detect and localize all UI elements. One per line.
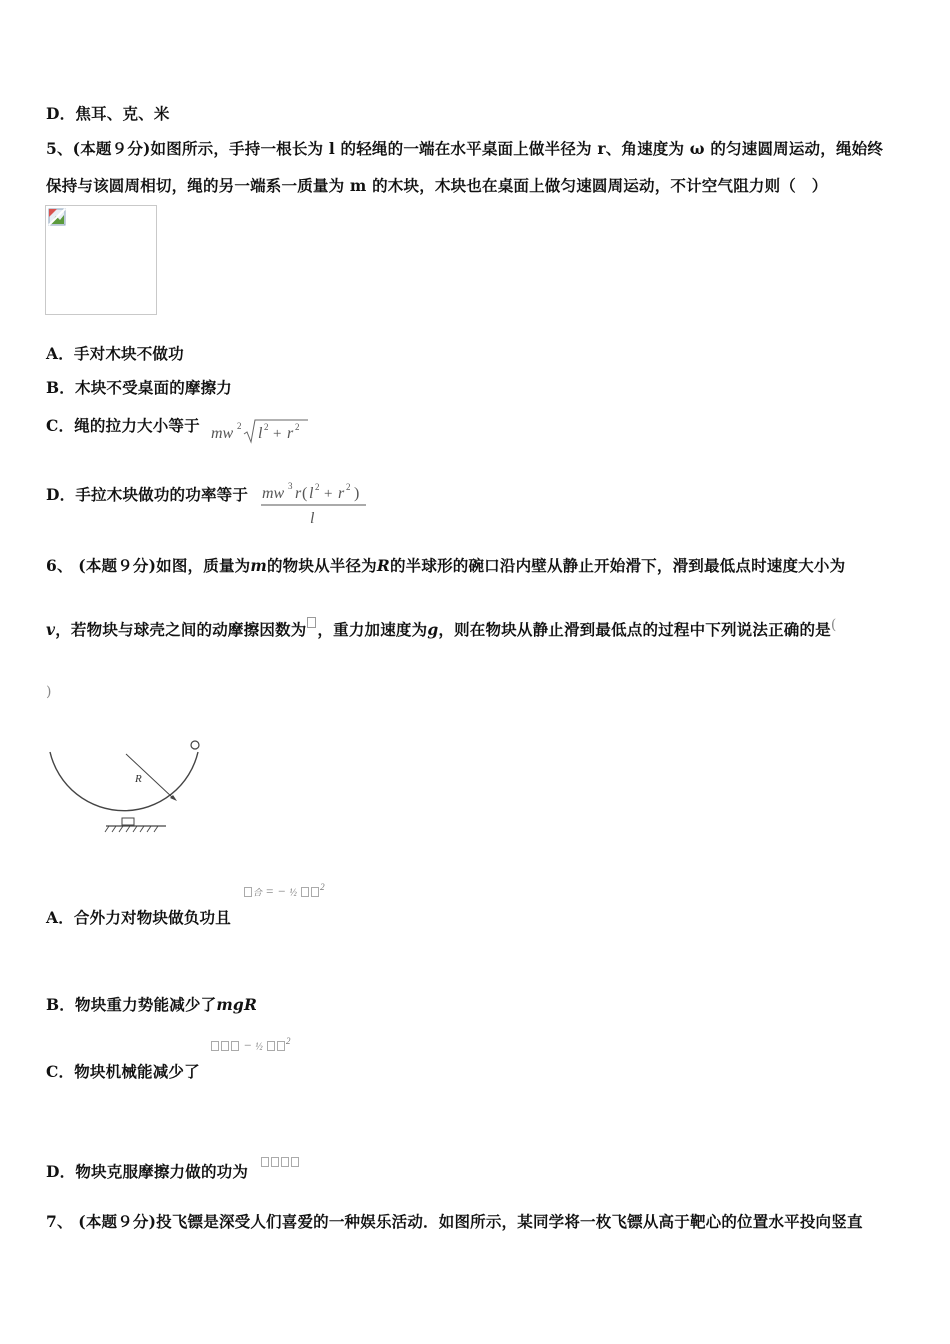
q6-option-b-expr: mgR — [216, 995, 258, 1014]
svg-text:r: r — [287, 425, 294, 442]
svg-text:3: 3 — [288, 481, 293, 491]
q6-option-b: B．物块重力势能减少了 — [46, 995, 217, 1014]
q5-option-a: A．手对木块不做功 — [46, 344, 184, 363]
q7-stem-line1: 7、 (本题９分)投飞镖是深受人们喜爱的一种娱乐活动．如图所示，某同学将一枚飞镖从高于靶心的位置水平投向竖直 — [46, 1212, 863, 1231]
q5-option-d-row — [46, 483, 248, 505]
mu-placeholder-icon — [307, 617, 316, 628]
ground-hatch — [105, 826, 158, 832]
svg-text:): ) — [354, 485, 360, 502]
q6-var-r: R — [376, 556, 390, 575]
q6-stem-text-e: ，重力加速度为 — [317, 620, 428, 640]
svg-text:l: l — [310, 510, 315, 527]
block-icon — [191, 741, 199, 749]
svg-text:r: r — [338, 485, 345, 502]
q6-stem-text-c: 的半球形的碗口沿内壁从静止开始滑下，滑到最低点时速度大小为 — [389, 556, 846, 575]
q5-option-c: C．绳的拉力大小等于 — [46, 416, 200, 435]
svg-text:l: l — [309, 485, 314, 502]
q6-option-a: A．合外力对物块做负功且 — [46, 908, 231, 927]
radius-line — [126, 754, 173, 798]
q6-stem-text-a: 6、 (本题９分)如图，质量为 — [46, 556, 251, 575]
q4-option-d: D．焦耳、克、米 — [46, 104, 170, 123]
q6-var-v: v — [46, 620, 56, 640]
bowl-arc — [50, 752, 198, 811]
q6-var-g: g — [427, 620, 439, 640]
q6-option-d: D．物块克服摩擦力做的功为 — [46, 1162, 249, 1181]
q6-stem-line2 — [46, 617, 837, 640]
q6-stem-text-b: 的物块从半径为 — [266, 556, 377, 575]
svg-text:+: + — [273, 426, 282, 442]
q6-stem-line1 — [46, 554, 845, 576]
svg-text:l: l — [258, 425, 263, 442]
q6-option-c-formula: − ½ $^2$ — [210, 1036, 291, 1053]
broken-image-icon — [48, 208, 66, 226]
q6-close-paren: ) — [46, 684, 52, 700]
bowl-support — [122, 818, 134, 825]
q6-option-c: C．物块机械能减少了 — [46, 1062, 200, 1081]
q6-option-b-row — [46, 993, 257, 1015]
svg-text:2: 2 — [264, 422, 269, 432]
svg-text:r: r — [295, 485, 302, 502]
q5-option-d-formula — [260, 479, 370, 529]
q6-option-d-formula — [260, 1153, 300, 1169]
q5-option-c-formula — [210, 416, 310, 446]
q6-open-paren: ( — [830, 617, 837, 633]
q6-stem-text-d: ，若物块与球壳之间的动摩擦因数为 — [55, 620, 307, 640]
svg-text:+: + — [324, 486, 333, 502]
q5-option-c-row — [46, 414, 200, 436]
svg-text:2: 2 — [237, 421, 242, 431]
q5-stem-line2: 保持与该圆周相切，绳的另一端系一质量为 m 的木块，木块也在桌面上做匀速圆周运动，不计空气阻力则（ ） — [46, 176, 828, 195]
q6-var-m: m — [250, 556, 267, 575]
q5-option-d: D．手拉木块做功的功率等于 — [46, 485, 249, 504]
svg-text:mw: mw — [262, 485, 285, 502]
q6-bowl-figure — [46, 738, 211, 846]
svg-text:mw: mw — [211, 425, 234, 442]
q5-stem-line1: 5、(本题９分)如图所示，手持一根长为 l 的轻绳的一端在水平桌面上做半径为 r、角速度为 ω 的匀速圆周运动，绳始终 — [46, 139, 884, 158]
q5-option-b: B．木块不受桌面的摩擦力 — [46, 378, 233, 397]
svg-text:2: 2 — [315, 482, 320, 492]
svg-text:2: 2 — [295, 422, 300, 432]
q6-option-a-formula: 合 = − ½ $^2$ — [243, 882, 325, 899]
svg-text:(: ( — [302, 485, 308, 502]
q5-broken-image — [45, 205, 157, 315]
svg-text:2: 2 — [346, 482, 351, 492]
radius-label: R — [135, 773, 142, 785]
q6-stem-text-f: ，则在物块从静止滑到最低点的过程中下列说法正确的是 — [438, 620, 831, 640]
